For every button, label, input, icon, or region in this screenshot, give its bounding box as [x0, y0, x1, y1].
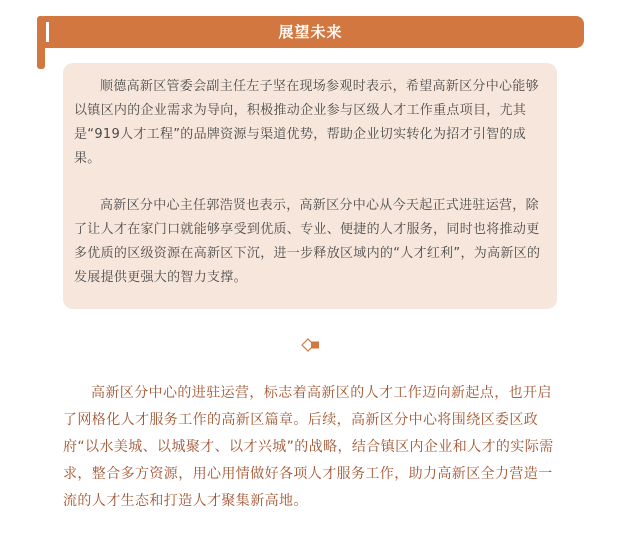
quote-paragraph-1: 顺德高新区管委会副主任左子坚在现场参观时表示，希望高新区分中心能够以镇区内的企业需求为导向，积极推动企业参与区级人才工作重点项目，尤其是“919人才工程”的品牌资源与渠道优势，帮助企业切实转化为招才引智的成果。: [74, 79, 539, 166]
section-title: 展望未来: [278, 23, 343, 41]
quote-paragraph-2: 高新区分中心主任郭浩贤也表示，高新区分中心从今天起正式进驻运营，除了让人才在家门口就能够享受到优质、专业、便捷的人才服务，同时也将推动更多优质的区级资源在高新区下沉，进一步释放区域内的“人才红利”，为高新区的发展提供更强大的智力支撑。: [74, 198, 541, 285]
diamond-square-ornament-icon: [301, 338, 321, 352]
closing-paragraph: 高新区分中心的进驻运营，标志着高新区的人才工作迈向新起点，也开启了网格化人才服务工作的高新区篇章。后续，高新区分中心将围绕区委区政府“以水美城、以城聚才、以才兴城”的战略，结合镇区内企业和人才的实际需求，整合多方资源，用心用情做好各项人才服务工作，助力高新区全力营造一流的人才生态和打造人才聚集新高地。: [63, 385, 554, 509]
